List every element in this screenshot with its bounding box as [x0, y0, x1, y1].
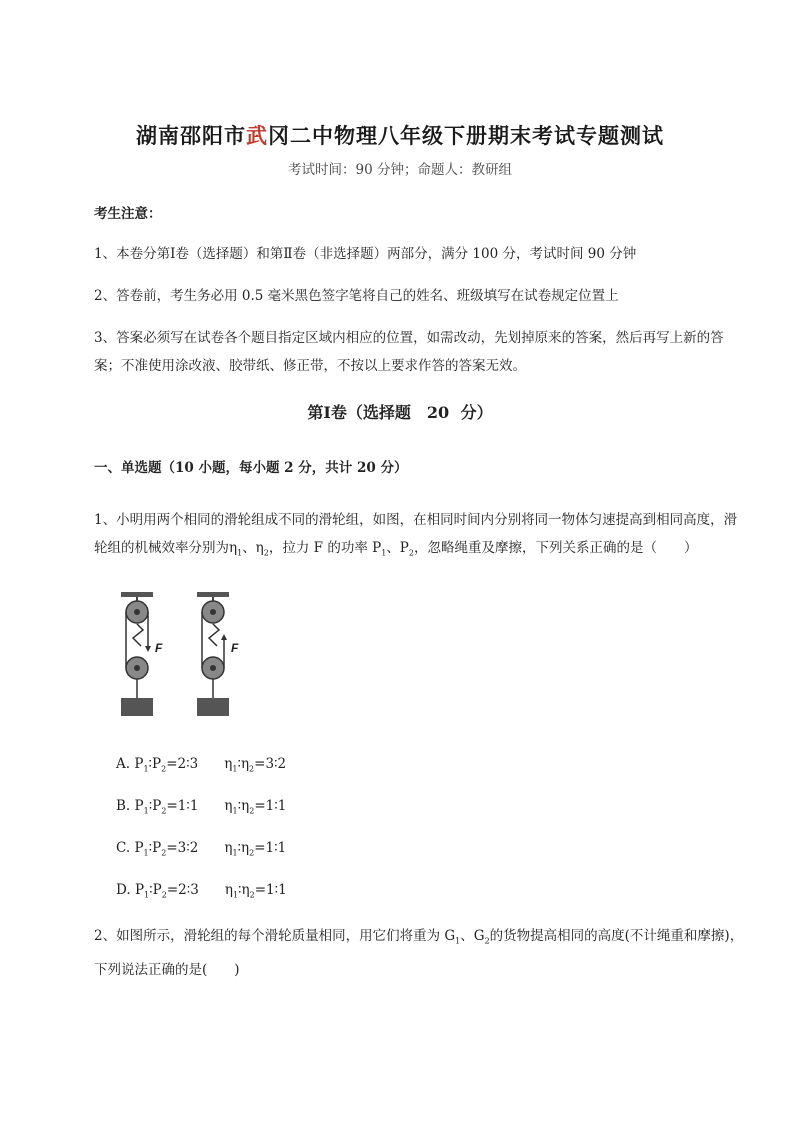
note-item-2: 2、答卷前，考生务必用 0.5 毫米黑色签字笔将自己的姓名、班级填写在试卷规定位置上: [94, 288, 619, 304]
page-title: 湖南邵阳市武冈二中物理八年级下册期末考试专题测试: [136, 123, 664, 148]
question-1: 1、小明用两个相同的滑轮组成不同的滑轮组，如图，在相同时间内分别将同一物体匀速提高到相同高度，滑轮组的机械效率分别为$\eta_1$、$\eta_2$，拉力 F 的功率 $P_1$、$P_2$，忽略绳重及摩擦，下列关系正确的是（ ）: [94, 512, 738, 558]
question-2: 2、如图所示，滑轮组的每个滑轮质量相同，用它们将重为 $G_1$、$G_2$的货物提高相同的高度(不计绳重和摩擦)，下列说法正确的是( ): [94, 928, 744, 978]
part-heading: 一、单选题（10 小题，每小题 2 分，共计 20 分）: [94, 460, 408, 476]
note-item-3: 3、答案必须写在试卷各个题目指定区域内相应的位置，如需改动，先划掉原来的答案，然后再写上新的答案；不准使用涂改液、胶带纸、修正带，不按以上要求作答的答案无效。: [94, 330, 724, 374]
option-c[interactable]: C. $P_1∶P_2=3∶2$ $\eta_1∶\eta_2=1∶1$: [116, 840, 287, 858]
option-a[interactable]: A. $P_1∶P_2=2∶3$ $\eta_1∶\eta_2=3∶2$: [116, 756, 287, 774]
force-label-right: F: [231, 641, 239, 655]
notes-heading: 考生注意：: [94, 206, 162, 222]
note-item-1: 1、本卷分第Ⅰ卷（选择题）和第Ⅱ卷（非选择题）两部分，满分 100 分，考试时间 90 分钟: [94, 246, 637, 262]
pulley-figure: [115, 590, 255, 730]
option-b[interactable]: B. $P_1∶P_2=1∶1$ $\eta_1∶\eta_2=1∶1$: [116, 798, 287, 816]
option-d[interactable]: D. $P_1∶P_2=2∶3$ $\eta_1∶\eta_2=1∶1$: [116, 882, 287, 900]
exam-subtitle: 考试时间：90 分钟；命题人：教研组: [288, 162, 512, 178]
section-title: 第Ⅰ卷（选择题 20 分）: [307, 403, 493, 422]
force-label-left: F: [155, 641, 163, 655]
